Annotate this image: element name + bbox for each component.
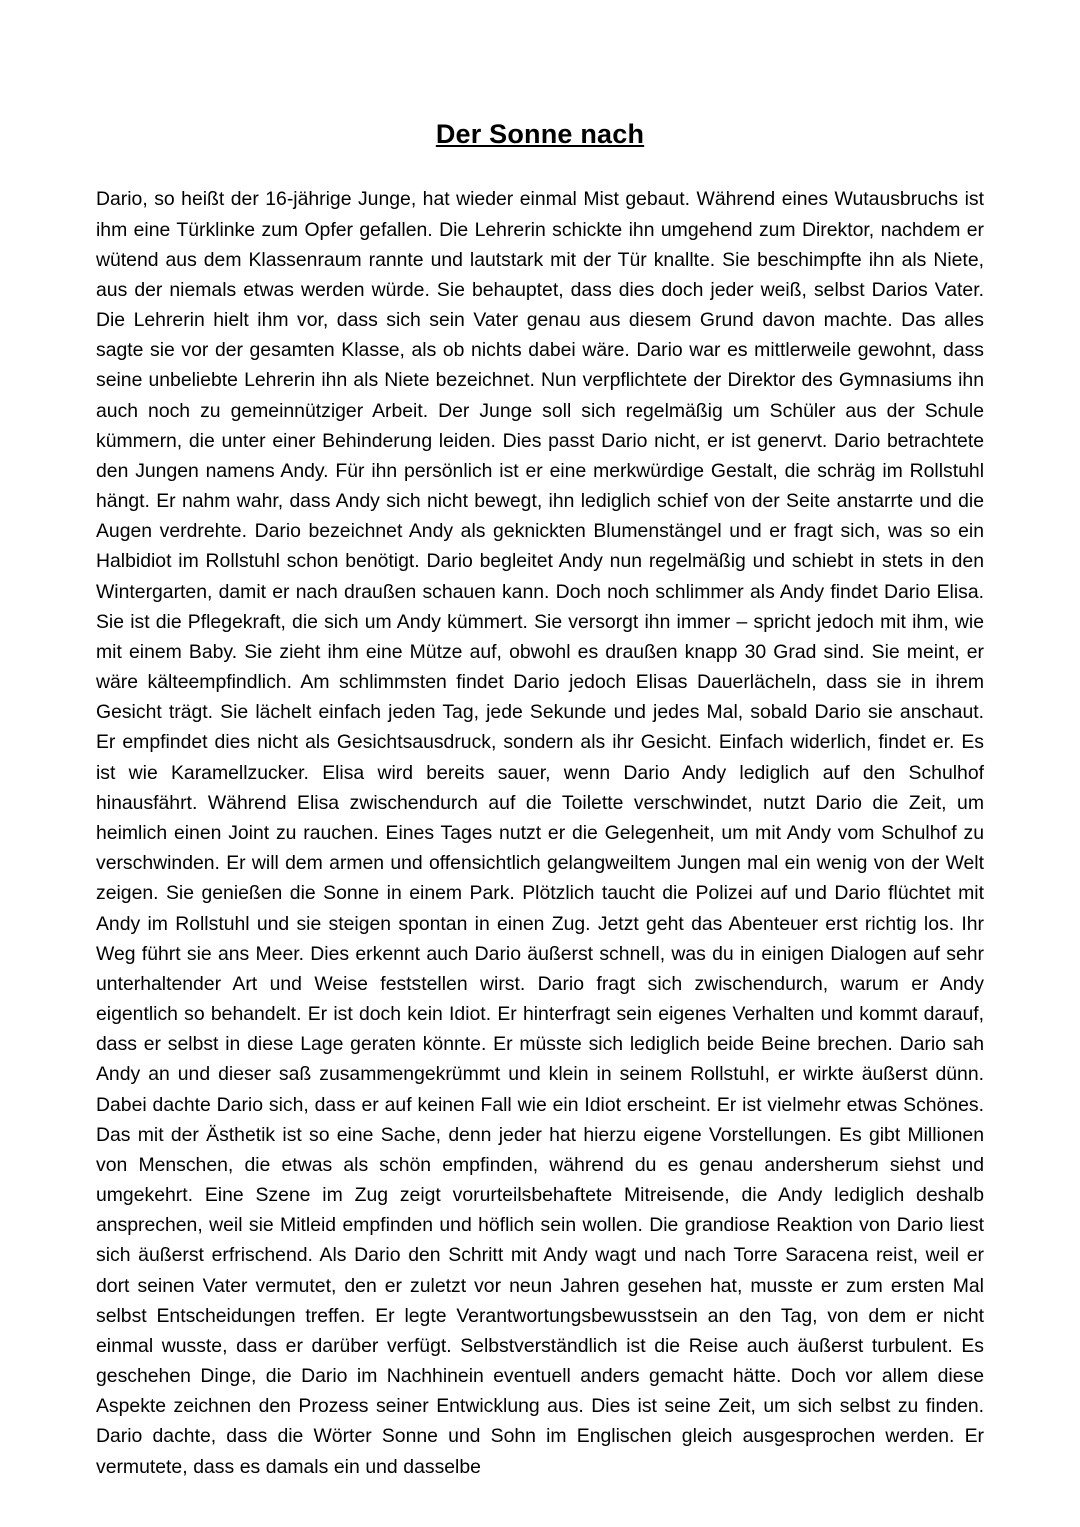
document-content — [96, 118, 984, 1482]
page-title: Der Sonne nach — [435, 119, 645, 149]
body-paragraph: Dario, so heißt der 16-jährige Junge, hat wieder einmal Mist gebaut. Während eines Wutausbruchs ist ihm eine Türklinke zum Opfer gefallen. Die Lehrerin schickte ihn umgehend zum Direktor, nachdem er wütend aus dem Klassenraum rannte und lautstark mit der Tür knallte. Sie beschimpfte ihn als Niete, aus der niemals etwas werden würde. Sie behauptet, dass dies doch jeder weiß, selbst Darios Vater. Die Lehrerin hielt ihm vor, dass sich sein Vater genau aus diesem Grund davon machte. Das alles sagte sie vor der gesamten Klasse, als ob nichts dabei wäre. Dario war es mittlerweile gewohnt, dass seine unbeliebte Lehrerin ihn als Niete bezeichnet. Nun verpflichtete der Direktor des Gymnasiums ihn auch noch zu gemeinnütziger Arbeit. Der Junge soll sich regelmäßig um Schüler aus der Schule kümmern, die unter einer Behinderung leiden. Dies passt Dario nicht, er ist genervt. Dario betrachtete den Jungen namens Andy. Für ihn persönlich ist er eine merkwürdige Gestalt, die schräg im Rollstuhl hängt. Er nahm wahr, dass Andy sich nicht bewegt, ihn lediglich schief von der Seite anstarrte und die Augen verdrehte. Dario bezeichnet Andy als geknickten Blumenstängel und er fragt sich, was so ein Halbidiot im Rollstuhl schon benötigt. Dario begleitet Andy nun regelmäßig und schiebt in stets in den Wintergarten, damit er nach draußen schauen kann. Doch noch schlimmer als Andy findet Dario Elisa. Sie ist die Pflegekraft, die sich um Andy kümmert. Sie versorgt ihn immer – spricht jedoch mit ihm, wie mit einem Baby. Sie zieht ihm eine Mütze auf, obwohl es draußen knapp 30 Grad sind. Sie meint, er wäre kälteempfindlich. Am schlimmsten findet Dario jedoch Elisas Dauerlächeln, dass sie in ihrem Gesicht trägt. Sie lächelt einfach jeden Tag, jede Sekunde und jedes Mal, sobald Dario sie anschaut. Er empfindet dies nicht als Gesichtsausdruck, sondern als ihr Gesicht. Einfach widerlich, findet er. Es ist wie Karamellzucker. Elisa wird bereits sauer, wenn Dario Andy lediglich auf den Schulhof hinausfährt. Während Elisa zwischendurch auf die Toilette verschwindet, nutzt Dario die Zeit, um heimlich einen Joint zu rauchen. Eines Tages nutzt er die Gelegenheit, um mit Andy vom Schulhof zu verschwinden. Er will dem armen und offensichtlich gelangweiltem Jungen mal ein wenig von der Welt zeigen. Sie genießen die Sonne in einem Park. Plötzlich taucht die Polizei auf und Dario flüchtet mit Andy im Rollstuhl und sie steigen spontan in einen Zug. Jetzt geht das Abenteuer erst richtig los. Ihr Weg führt sie ans Meer. Dies erkennt auch Dario äußerst schnell, was du in einigen Dialogen auf sehr unterhaltender Art und Weise feststellen wirst. Dario fragt sich zwischendurch, warum er Andy eigentlich so behandelt. Er ist doch kein Idiot. Er hinterfragt sein eigenes Verhalten und kommt darauf, dass er selbst in diese Lage geraten könnte. Er müsste sich lediglich beide Beine brechen. Dario sah Andy an und dieser saß zusammengekrümmt und klein in seinem Rollstuhl, er wirkte äußerst dünn. Dabei dachte Dario sich, dass er auf keinen Fall wie ein Idiot erscheint. Er ist vielmehr etwas Schönes. Das mit der Ästhetik ist so eine Sache, denn jeder hat hierzu eigene Vorstellungen. Es gibt Millionen von Menschen, die etwas als schön empfinden, während du es genau andersherum siehst und umgekehrt. Eine Szene im Zug zeigt vorurteilsbehaftete Mitreisende, die Andy lediglich deshalb ansprechen, weil sie Mitleid empfinden und höflich sein wollen. Die grandiose Reaktion von Dario liest sich äußerst erfrischend. Als Dario den Schritt mit Andy wagt und nach Torre Saracena reist, weil er dort seinen Vater vermutet, den er zuletzt vor neun Jahren gesehen hat, musste er zum ersten Mal selbst Entscheidungen treffen. Er legte Verantwortungsbewusstsein an den Tag, von dem er nicht einmal wusste, dass er darüber verfügt. Selbstverständlich ist die Reise auch äußerst turbulent. Es geschehen Dinge, die Dario im Nachhinein eventuell anders gemacht hätte. Doch vor allem diese Aspekte zeichnen den Prozess seiner Entwicklung aus. Dies ist seine Zeit, um sich selbst zu finden. Dario dachte, dass die Wörter Sonne und Sohn im Englischen gleich ausgesprochen werden. Er vermutete, dass es damals ein und dasselbe — [96, 188, 984, 1478]
